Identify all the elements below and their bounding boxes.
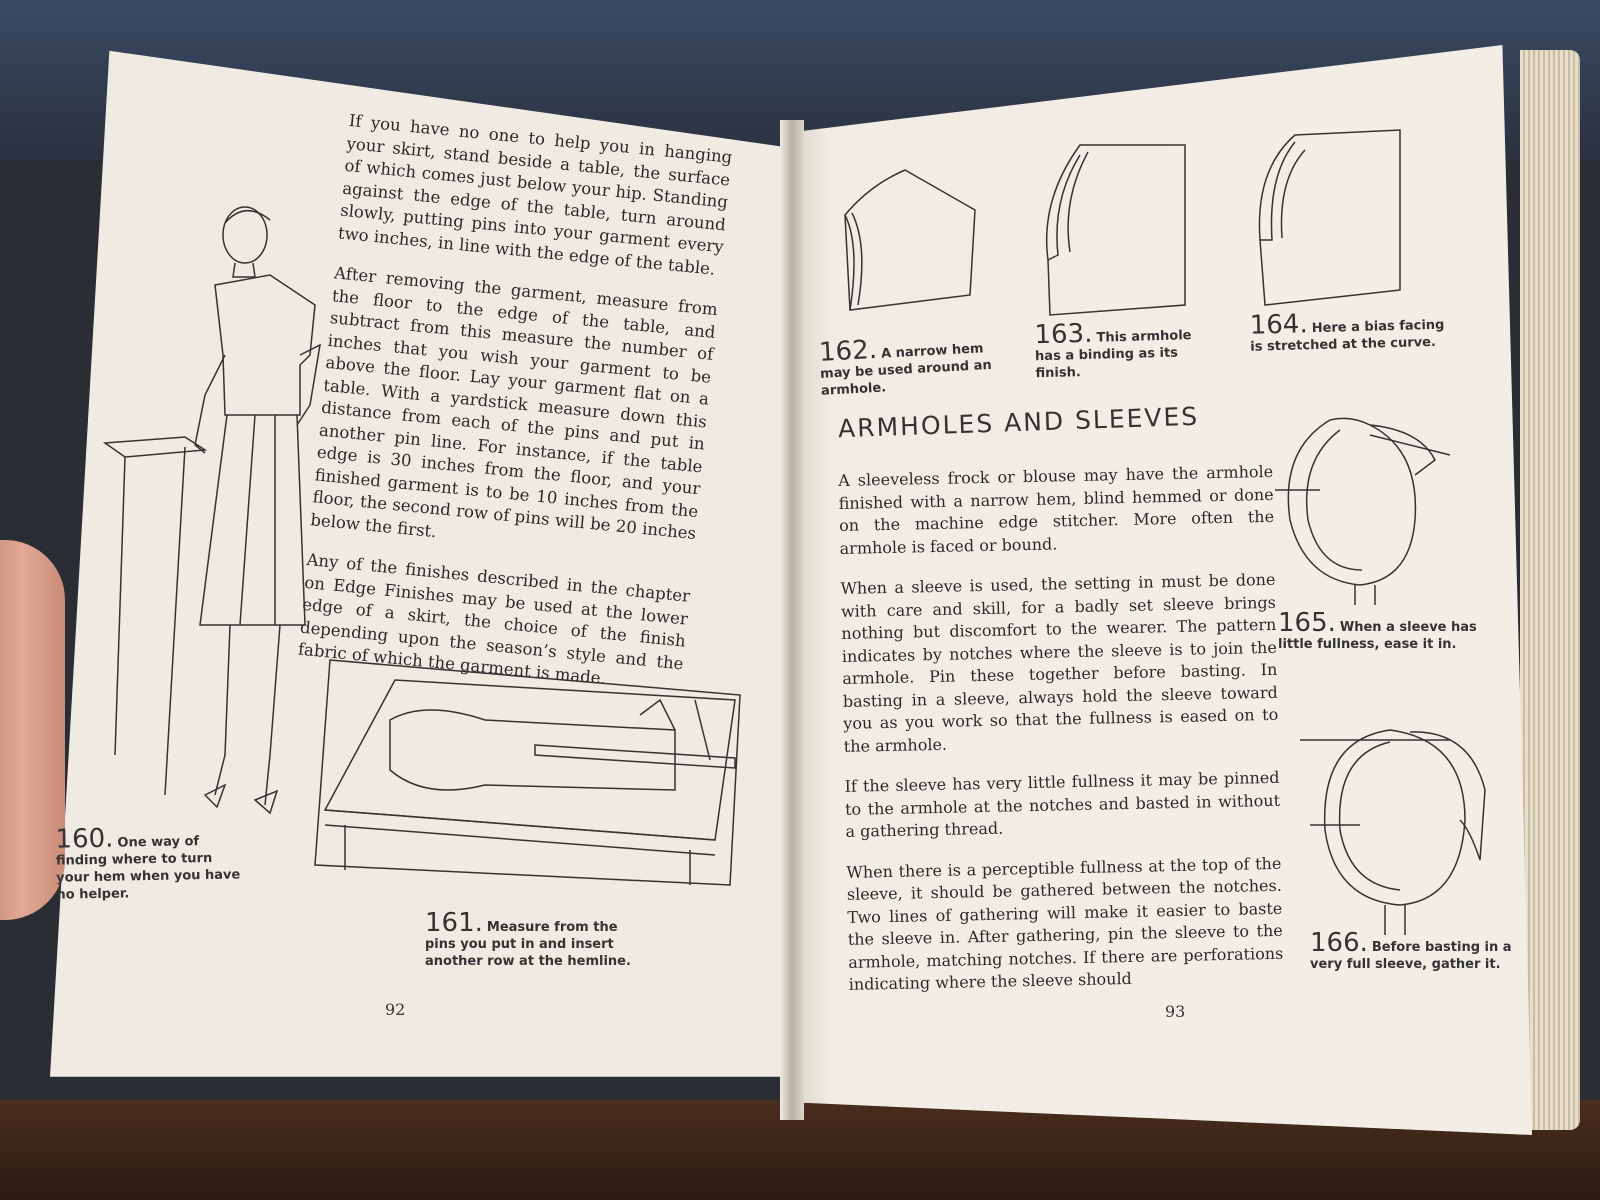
left-page-body bbox=[295, 110, 733, 716]
paragraph: When there is a perceptible fullness at the top of the sleeve, it should be gathered between the notches. Two lines of gathering will make it easier to baste the sleeve in. After gathering, pin the sleeve to the armhole, matching notches. If there are perforations indicating where the sleeve should bbox=[846, 853, 1284, 994]
figure-162-illustration bbox=[840, 165, 980, 335]
caption-161 bbox=[425, 908, 635, 970]
paragraph: After removing the garment, measure from the floor to the edge of the table, and subtract from this measure the number of inches that you wish your garment to be above the floor. Lay your garment flat on a table. With a yardstick measure down this distance from each of the pins and put in another pin line. For instance, if the table edge is 30 inches from the floor, and your finished garment is to be 10 inches from the floor, the second row of pins will be 20 inches below the first. bbox=[309, 263, 719, 544]
caption-163 bbox=[1034, 318, 1210, 383]
caption-165 bbox=[1278, 608, 1493, 653]
caption-number: 166. bbox=[1310, 928, 1368, 958]
caption-text: A narrow hem may be used around an armhole. bbox=[819, 341, 993, 399]
caption-number: 165. bbox=[1278, 608, 1336, 638]
figure-160-illustration bbox=[105, 195, 335, 835]
caption-text: This armhole has a binding as its finish. bbox=[1034, 328, 1192, 382]
caption-number: 162. bbox=[818, 334, 878, 368]
paragraph: If you have no one to help you in hanging your skirt, stand beside a table, the surface of which comes just below your hip. Standing against the edge of the table, turn around slowly, putting pins into your garment every two inches, in line with the edge of the table. bbox=[337, 110, 734, 279]
caption-number: 160. bbox=[55, 823, 114, 855]
caption-162 bbox=[819, 335, 1007, 400]
figure-164-illustration bbox=[1250, 130, 1405, 315]
caption-text: Measure from the pins you put in and insert another row at the hemline. bbox=[425, 920, 631, 969]
caption-number: 163. bbox=[1034, 318, 1093, 351]
figure-165-illustration bbox=[1270, 410, 1470, 610]
caption-text: Here a bias facing is stretched at the curve. bbox=[1250, 317, 1445, 355]
right-page-body bbox=[838, 461, 1284, 1014]
figure-163-illustration bbox=[1040, 140, 1190, 325]
caption-160 bbox=[55, 823, 246, 903]
caption-number: 164. bbox=[1249, 309, 1309, 341]
figure-161-illustration bbox=[315, 660, 745, 890]
caption-text: When a sleeve has little fullness, ease it in. bbox=[1278, 620, 1477, 652]
caption-166 bbox=[1310, 928, 1530, 973]
paragraph: When a sleeve is used, the setting in must be done with care and skill, for a badly set sleeve brings nothing but discomfort to the wearer. The pattern indicates by notches where the sleeve is to join the armhole. Pin these together before basting. In basting in a sleeve, always hold the sleeve toward you as you work so that the fullness is eased on to the armhole. bbox=[840, 569, 1279, 756]
paragraph: Any of the finishes described in the chapter on Edge Finishes may be used at the lower edge of a skirt, the choice of the finish depending upon the season’s style and the fabric of which the garment is made. bbox=[297, 549, 691, 689]
page-number-left: 92 bbox=[385, 1000, 406, 1019]
section-heading: ARMHOLES AND SLEEVES bbox=[837, 401, 1200, 444]
caption-text: Before basting in a very full sleeve, gather it. bbox=[1310, 940, 1512, 972]
caption-text: One way of finding where to turn your hem when you have no helper. bbox=[55, 834, 241, 903]
figure-166-illustration bbox=[1300, 720, 1500, 940]
book-gutter bbox=[780, 120, 804, 1120]
page-number-right: 93 bbox=[1165, 1002, 1186, 1021]
paragraph: A sleeveless frock or blouse may have the armhole finished with a narrow hem, blind hemmed or done on the machine edge stitcher. More often the armhole is faced or bound. bbox=[838, 461, 1275, 558]
caption-number: 161. bbox=[425, 908, 483, 938]
paragraph: If the sleeve has very little fullness it may be pinned to the armhole at the notches and basted in without a gathering thread. bbox=[844, 767, 1281, 841]
caption-164 bbox=[1249, 309, 1461, 355]
